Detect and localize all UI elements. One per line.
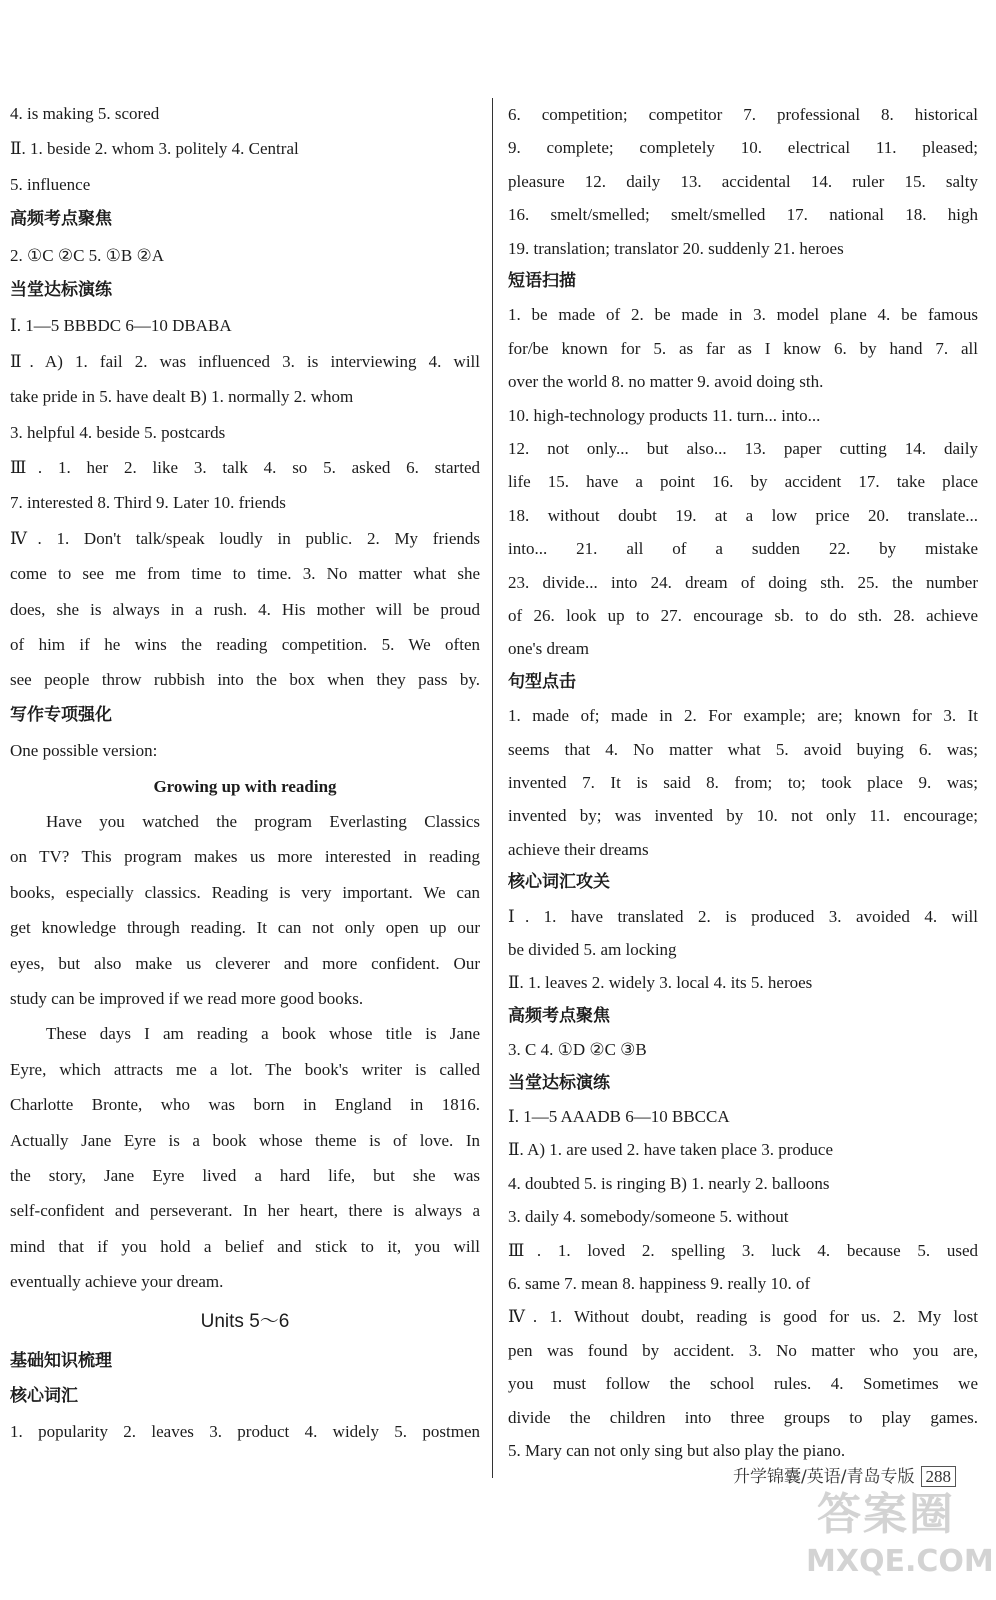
answer-line: eyes, but also make us cleverer and more confident. Our <box>10 953 480 973</box>
answer-line: books, especially classics. Reading is very important. We can <box>10 882 480 902</box>
section-heading: 写作专项强化 <box>10 704 112 725</box>
answer-line: Ⅱ. A) 1. are used 2. have taken place 3. produce <box>508 1140 833 1160</box>
section-heading: 核心词汇 <box>10 1385 78 1406</box>
answer-line: 2. ①C ②C 5. ①B ②A <box>10 245 165 265</box>
answer-line: 23. divide... into 24. dream of doing sth. 25. the number <box>508 572 978 592</box>
column-divider <box>492 98 493 1478</box>
answer-line: you must follow the school rules. 4. Sometimes we <box>508 1374 978 1394</box>
answer-line: invented by; was invented by 10. not only 11. encourage; <box>508 806 978 826</box>
right-column <box>508 98 978 1467</box>
answer-line: 1. made of; made in 2. For example; are; known for 3. It <box>508 706 978 726</box>
answer-line: 3. helpful 4. beside 5. postcards <box>10 422 226 442</box>
answer-line: 7. interested 8. Third 9. Later 10. friends <box>10 493 286 513</box>
answer-line: one's dream <box>508 639 589 659</box>
section-heading: 当堂达标演练 <box>508 1072 610 1093</box>
answer-line: Ⅱ. 1. beside 2. whom 3. politely 4. Central <box>10 139 299 159</box>
left-column <box>10 96 480 1450</box>
answer-line: 1. be made of 2. be made in 3. model plane 4. be famous <box>508 305 978 325</box>
section-heading: 短语扫描 <box>508 270 576 291</box>
answer-line: 6. same 7. mean 8. happiness 9. really 10. of <box>508 1273 811 1293</box>
answer-line: eventually achieve your dream. <box>10 1272 224 1292</box>
answer-line: see people throw rubbish into the box when they pass by. <box>10 670 480 690</box>
answer-line: 1. popularity 2. leaves 3. product 4. widely 5. postmen <box>10 1422 480 1442</box>
section-heading: 核心词汇攻关 <box>508 872 610 893</box>
book-title: 升学锦囊/英语/青岛专版 <box>733 1467 915 1487</box>
answer-line: Ⅱ. A) 1. fail 2. was influenced 3. is interviewing 4. will <box>10 351 480 371</box>
section-heading: 高频考点聚焦 <box>508 1005 610 1026</box>
answer-line: Ⅰ. 1—5 BBBDC 6—10 DBABA <box>10 316 232 336</box>
unit-title: Units 5～6 <box>200 1310 290 1332</box>
answer-line: Ⅱ. 1. leaves 2. widely 3. local 4. its 5. heroes <box>508 973 813 993</box>
answer-line: Have you watched the program Everlasting Classics <box>46 812 480 832</box>
answer-line: 3. C 4. ①D ②C ③B <box>508 1040 647 1060</box>
answer-line: achieve their dreams <box>508 839 649 859</box>
watermark-bottom: MXQE.COM <box>806 1544 994 1579</box>
answer-line: Ⅰ. 1—5 AAADB 6—10 BBCCA <box>508 1106 730 1126</box>
answer-line: invented 7. It is said 8. from; to; took place 9. was; <box>508 772 978 792</box>
answer-line: 16. smelt/smelled; smelt/smelled 17. national 18. high <box>508 205 978 225</box>
answer-line: for/be known for 5. as far as I know 6. by hand 7. all <box>508 338 978 358</box>
answer-line: divide the children into three groups to play games. <box>508 1407 978 1427</box>
watermark-top: 答案圈 <box>817 1489 955 1540</box>
section-heading: 当堂达标演练 <box>10 280 112 301</box>
answer-line: Ⅳ. 1. Without doubt, reading is good for us. 2. My lost <box>508 1307 978 1327</box>
answer-line: on TV? This program makes us more interested in reading <box>10 847 480 867</box>
answer-line: 10. high-technology products 11. turn... into... <box>508 405 821 425</box>
answer-line: 18. without doubt 19. at a low price 20. translate... <box>508 505 978 525</box>
answer-line: life 15. have a point 16. by accident 17. take place <box>508 472 978 492</box>
answer-line: 4. doubted 5. is ringing B) 1. nearly 2. balloons <box>508 1173 830 1193</box>
answer-line: 4. is making 5. scored <box>10 104 160 123</box>
section-heading: 高频考点聚焦 <box>10 209 112 230</box>
answer-line: study can be improved if we read more good books. <box>10 988 364 1008</box>
answer-line: take pride in 5. have dealt B) 1. normally 2. whom <box>10 387 354 407</box>
answer-line: Ⅳ. 1. Don't talk/speak loudly in public. 2. My friends <box>10 528 480 548</box>
answer-line: pleasure 12. daily 13. accidental 14. ruler 15. salty <box>508 171 978 191</box>
answer-line: be divided 5. am locking <box>508 939 677 959</box>
answer-line: 19. translation; translator 20. suddenly 21. heroes <box>508 238 844 258</box>
answer-line: pen was found by accident. 3. No matter who you are, <box>508 1340 978 1360</box>
answer-line: mind that if you hold a belief and stick to it, you will <box>10 1236 480 1256</box>
answer-line: 9. complete; completely 10. electrical 11. pleased; <box>508 138 978 158</box>
watermark-logo <box>806 1488 994 1588</box>
answer-line: Ⅲ. 1. her 2. like 3. talk 4. so 5. asked 6. started <box>10 458 480 478</box>
answer-line: of him if he wins the reading competition. 5. We often <box>10 635 480 655</box>
answer-line: Ⅰ. 1. have translated 2. is produced 3. avoided 4. will <box>508 906 978 926</box>
page-footer <box>733 1462 956 1487</box>
answer-line: seems that 4. No matter what 5. avoid buying 6. was; <box>508 739 978 759</box>
answer-line: into... 21. all of a sudden 22. by mistake <box>508 539 978 559</box>
answer-line: Actually Jane Eyre is a book whose theme is of love. In <box>10 1130 480 1150</box>
answer-line: 12. not only... but also... 13. paper cutting 14. daily <box>508 438 978 458</box>
answer-line: come to see me from time to time. 3. No matter what she <box>10 564 480 584</box>
answer-line: 6. competition; competitor 7. professional 8. historical <box>508 105 978 124</box>
answer-line: 3. daily 4. somebody/someone 5. without <box>508 1207 789 1227</box>
answer-line: Ⅲ. 1. loved 2. spelling 3. luck 4. because 5. used <box>508 1240 978 1260</box>
answer-line: One possible version: <box>10 741 158 761</box>
answer-line: self-confident and perseverant. In her heart, there is always a <box>10 1201 480 1221</box>
answer-line: over the world 8. no matter 9. avoid doing sth. <box>508 372 824 392</box>
answer-line: get knowledge through reading. It can not only open up our <box>10 918 480 938</box>
answer-line: Charlotte Bronte, who was born in England in 1816. <box>10 1095 480 1115</box>
answer-line: does, she is always in a rush. 4. His mother will be proud <box>10 599 480 619</box>
answer-line: Eyre, which attracts me a lot. The book's writer is called <box>10 1059 480 1079</box>
answer-line: the story, Jane Eyre lived a hard life, but she was <box>10 1165 480 1185</box>
answer-line: 5. influence <box>10 174 91 194</box>
section-heading: 句型点击 <box>508 671 576 692</box>
page-number: 288 <box>921 1466 957 1487</box>
essay-title: Growing up with reading <box>153 776 337 796</box>
answer-line: 5. Mary can not only sing but also play the piano. <box>508 1440 846 1460</box>
answer-line: These days I am reading a book whose title is Jane <box>46 1024 480 1044</box>
section-heading: 基础知识梳理 <box>10 1350 112 1371</box>
answer-line: of 26. look up to 27. encourage sb. to do sth. 28. achieve <box>508 605 978 625</box>
